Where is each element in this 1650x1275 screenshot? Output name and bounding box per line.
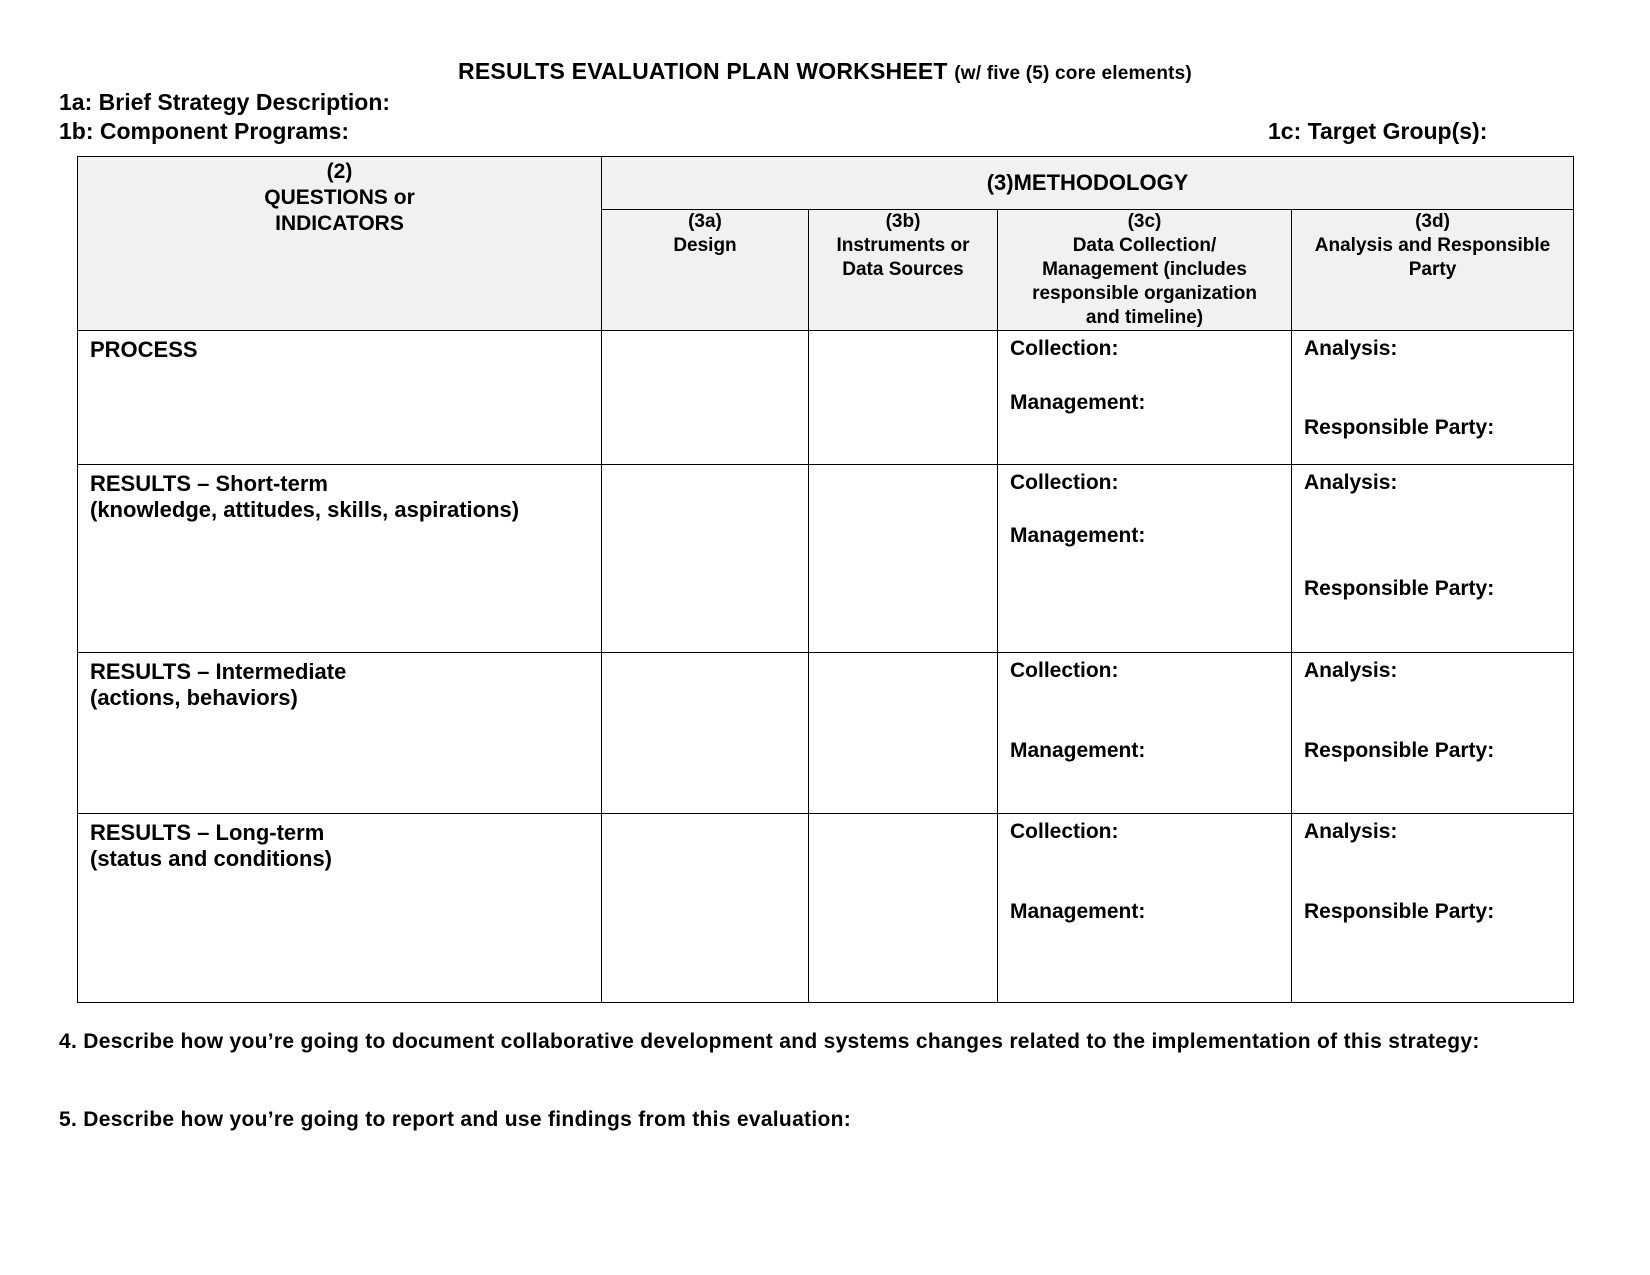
questions-header-line: QUESTIONS or — [264, 186, 415, 209]
row-label-line: (status and conditions) — [90, 846, 332, 871]
management-label: Management: — [1010, 524, 1146, 547]
table-row — [78, 465, 1574, 653]
methodology-header: (3)METHODOLOGY — [602, 157, 1574, 210]
data-collection-cell[interactable] — [998, 814, 1292, 1003]
subheader-code: (3c) — [1127, 211, 1162, 232]
subheader-label: responsible organization — [1032, 283, 1257, 304]
questions-indicators-header — [78, 157, 602, 331]
management-label: Management: — [1010, 900, 1146, 923]
title-main: RESULTS EVALUATION PLAN WORKSHEET — [458, 58, 948, 84]
instruments-cell[interactable] — [809, 331, 998, 465]
subheader-label: Instruments or — [836, 235, 970, 256]
table-row — [78, 653, 1574, 814]
questions-header-line: (2) — [326, 160, 353, 183]
responsible-party-label: Responsible Party: — [1304, 739, 1495, 762]
analysis-header — [1292, 210, 1574, 331]
component-programs-label: 1b: Component Programs: — [59, 118, 350, 144]
instruments-header — [809, 210, 998, 331]
subheader-code: (3d) — [1415, 211, 1450, 232]
management-label: Management: — [1010, 739, 1146, 762]
design-cell[interactable] — [602, 653, 809, 814]
table-row — [78, 814, 1574, 1003]
responsible-party-label: Responsible Party: — [1304, 577, 1495, 600]
management-label: Management: — [1010, 391, 1146, 414]
subheader-label: Analysis and Responsible — [1314, 235, 1551, 256]
questions-header-line: INDICATORS — [275, 212, 404, 235]
subheader-label: Design — [673, 235, 737, 256]
question-5-report-findings: 5. Describe how you’re going to report and use findings from this evaluation: — [59, 1108, 852, 1131]
instruments-cell[interactable] — [809, 465, 998, 653]
table-row — [78, 331, 1574, 465]
collection-label: Collection: — [1010, 820, 1119, 843]
collection-label: Collection: — [1010, 659, 1119, 682]
row-label-line: PROCESS — [90, 337, 198, 362]
question-4-systems-changes: 4. Describe how you’re going to document collaborative development and systems changes related to the implementation of this strategy: — [59, 1030, 1480, 1053]
row-label-line: (actions, behaviors) — [90, 685, 298, 710]
subheader-code: (3b) — [885, 211, 921, 232]
analysis-cell[interactable] — [1292, 814, 1574, 1003]
title-subtitle: (w/ five (5) core elements) — [954, 63, 1192, 84]
analysis-label: Analysis: — [1304, 820, 1398, 843]
row-label-line: (knowledge, attitudes, skills, aspirations) — [90, 497, 520, 522]
design-cell[interactable] — [602, 331, 809, 465]
responsible-party-label: Responsible Party: — [1304, 416, 1495, 439]
subheader-code: (3a) — [688, 211, 722, 232]
row-label — [78, 331, 602, 465]
evaluation-plan-table — [77, 156, 1574, 1003]
analysis-label: Analysis: — [1304, 471, 1398, 494]
collection-label: Collection: — [1010, 337, 1119, 360]
row-label-line: RESULTS – Intermediate — [90, 659, 347, 684]
row-label — [78, 465, 602, 653]
row-label — [78, 814, 602, 1003]
analysis-label: Analysis: — [1304, 337, 1398, 360]
subheader-label: Party — [1408, 259, 1457, 280]
worksheet-title — [0, 58, 1650, 85]
row-label — [78, 653, 602, 814]
responsible-party-label: Responsible Party: — [1304, 900, 1495, 923]
strategy-description-label: 1a: Brief Strategy Description: — [59, 89, 391, 115]
analysis-cell[interactable] — [1292, 465, 1574, 653]
design-cell[interactable] — [602, 465, 809, 653]
collection-label: Collection: — [1010, 471, 1119, 494]
analysis-cell[interactable] — [1292, 331, 1574, 465]
subheader-label: Data Sources — [842, 259, 964, 280]
subheader-label: Data Collection/ — [1072, 235, 1217, 256]
design-header — [602, 210, 809, 331]
subheader-label: Management (includes — [1042, 259, 1247, 280]
data-collection-cell[interactable] — [998, 653, 1292, 814]
row-label-line: RESULTS – Short-term — [90, 471, 328, 496]
design-cell[interactable] — [602, 814, 809, 1003]
analysis-cell[interactable] — [1292, 653, 1574, 814]
target-groups-label: 1c: Target Group(s): — [1268, 118, 1488, 144]
data-collection-header — [998, 210, 1292, 331]
subheader-label: and timeline) — [1085, 307, 1204, 328]
data-collection-cell[interactable] — [998, 331, 1292, 465]
row-label-line: RESULTS – Long-term — [90, 820, 325, 845]
data-collection-cell[interactable] — [998, 465, 1292, 653]
analysis-label: Analysis: — [1304, 659, 1398, 682]
instruments-cell[interactable] — [809, 653, 998, 814]
instruments-cell[interactable] — [809, 814, 998, 1003]
